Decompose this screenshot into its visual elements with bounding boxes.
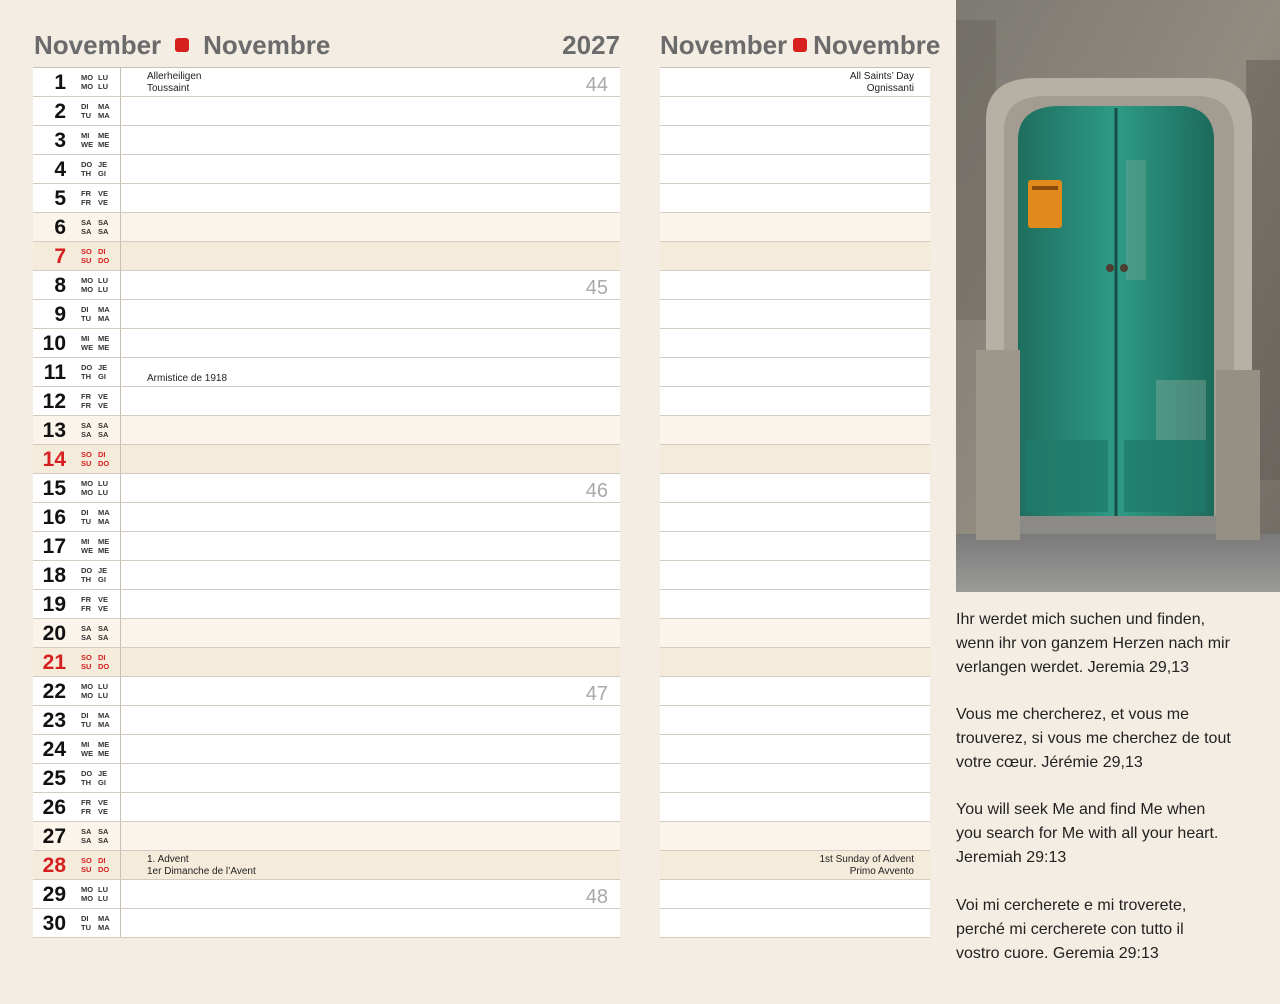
- weekday-abbr: FR VE FR VE: [81, 189, 109, 207]
- day-row-right-18[interactable]: [660, 561, 930, 590]
- day-number: 8: [54, 274, 66, 297]
- door-photo: [956, 0, 1280, 592]
- day-number: 29: [42, 883, 66, 906]
- day-number: 13: [42, 419, 66, 442]
- day-number: 23: [42, 709, 66, 732]
- day-number: 12: [42, 390, 66, 413]
- day-label: [33, 126, 121, 154]
- day-label: [33, 387, 121, 415]
- day-row-17[interactable]: [33, 532, 620, 561]
- year-title: 2027: [562, 30, 620, 60]
- day-row-25[interactable]: [33, 764, 620, 793]
- day-label: [33, 851, 121, 879]
- day-number: 3: [54, 129, 66, 152]
- day-label: [33, 793, 121, 821]
- day-row-28[interactable]: [33, 851, 620, 880]
- day-number: 24: [42, 738, 66, 761]
- holiday-label-right: All Saints’ Day Ognissanti: [849, 71, 914, 94]
- day-row-6[interactable]: [33, 213, 620, 242]
- day-row-29[interactable]: [33, 880, 620, 909]
- day-number: 11: [43, 361, 66, 384]
- day-label: [33, 474, 121, 502]
- day-row-right-7[interactable]: [660, 242, 930, 271]
- quote-1: Ihr werdet mich suchen und finden, wenn ihr von ganzem Herzen nach mir verlangen werdet. Jeremia 29,13: [956, 611, 1230, 676]
- day-number: 14: [42, 448, 66, 471]
- header-left: [34, 28, 330, 62]
- day-label: [33, 358, 121, 386]
- day-number: 18: [42, 564, 66, 587]
- day-label: [33, 242, 121, 270]
- left-day-grid: [33, 67, 620, 938]
- weekday-abbr: SO DI SU DO: [81, 856, 110, 874]
- day-label: [33, 271, 121, 299]
- weekday-abbr: MO LU MO LU: [81, 479, 108, 497]
- weekday-abbr: MI ME WE ME: [81, 537, 110, 555]
- weekday-abbr: SA SA SA SA: [81, 421, 109, 439]
- day-number: 19: [42, 593, 66, 616]
- day-row-20[interactable]: [33, 619, 620, 648]
- weekday-abbr: DO JE TH GI: [81, 363, 108, 381]
- day-label: [33, 648, 121, 676]
- day-label: [33, 619, 121, 647]
- day-row-right-8[interactable]: [660, 271, 930, 300]
- day-row-right-6[interactable]: [660, 213, 930, 242]
- day-row-right-11[interactable]: [660, 358, 930, 387]
- day-label: [33, 300, 121, 328]
- day-number: 22: [42, 680, 66, 703]
- weekday-abbr: DI MA TU MA: [81, 711, 110, 729]
- day-number: 27: [42, 825, 66, 848]
- day-number: 20: [42, 622, 66, 645]
- day-label: [33, 329, 121, 357]
- holiday-label: Allerheiligen Toussaint: [147, 71, 202, 94]
- holiday-label-right: 1st Sunday of Advent Primo Avvento: [819, 854, 914, 877]
- day-row-right-9[interactable]: [660, 300, 930, 329]
- day-label: [33, 590, 121, 618]
- day-row-right-29[interactable]: [660, 880, 930, 909]
- day-row-11[interactable]: [33, 358, 620, 387]
- day-number: 1: [54, 71, 66, 94]
- day-number: 6: [54, 216, 66, 239]
- day-number: 16: [42, 506, 66, 529]
- weekday-abbr: MO LU MO LU: [81, 276, 108, 294]
- quote-3: You will seek Me and find Me when you search for Me with all your heart. Jeremiah 29:13: [956, 801, 1219, 866]
- weekday-abbr: DI MA TU MA: [81, 305, 110, 323]
- day-label: [33, 735, 121, 763]
- day-row-18[interactable]: [33, 561, 620, 590]
- weekday-abbr: MO LU MO LU: [81, 682, 108, 700]
- week-number: 44: [585, 74, 608, 96]
- day-number: 15: [42, 477, 66, 500]
- weekday-abbr: MI ME WE ME: [81, 131, 110, 149]
- day-number: 9: [54, 303, 66, 326]
- day-label: [33, 822, 121, 850]
- day-number: 17: [42, 535, 66, 558]
- holiday-label: 1. Advent 1er Dimanche de l’Avent: [147, 854, 256, 877]
- day-row-right-25[interactable]: [660, 764, 930, 793]
- day-number: 25: [42, 767, 66, 790]
- day-number: 10: [42, 332, 66, 355]
- day-label: [33, 909, 121, 937]
- day-row-8[interactable]: [33, 271, 620, 300]
- day-row-21[interactable]: [33, 648, 620, 677]
- weekday-abbr: DO JE TH GI: [81, 566, 108, 584]
- day-row-right-22[interactable]: [660, 677, 930, 706]
- day-row-right-14[interactable]: [660, 445, 930, 474]
- day-number: 26: [42, 796, 66, 819]
- day-row-7[interactable]: [33, 242, 620, 271]
- day-row-12[interactable]: [33, 387, 620, 416]
- month-title-fr: Novembre: [203, 29, 331, 60]
- day-row-right-17[interactable]: [660, 532, 930, 561]
- weekday-abbr: SA SA SA SA: [81, 827, 109, 845]
- day-label: [33, 445, 121, 473]
- day-row-right-16[interactable]: [660, 503, 930, 532]
- quote-4: Voi mi cercherete e mi troverete, perché mi cercherete con tutto il vostro cuore. Geremia 29:13: [956, 897, 1187, 962]
- month-title-it: Novembre: [813, 29, 941, 60]
- day-row-2[interactable]: [33, 97, 620, 126]
- day-row-16[interactable]: [33, 503, 620, 532]
- weekday-abbr: MI ME WE ME: [81, 334, 110, 352]
- day-row-22[interactable]: [33, 677, 620, 706]
- day-row-right-19[interactable]: [660, 590, 930, 619]
- weekday-abbr: MO LU MO LU: [81, 73, 108, 91]
- day-label: [33, 68, 121, 96]
- weekday-abbr: FR VE FR VE: [81, 798, 109, 816]
- day-number: 30: [42, 912, 66, 935]
- day-row-10[interactable]: [33, 329, 620, 358]
- weekday-abbr: MI ME WE ME: [81, 740, 110, 758]
- day-label: [33, 213, 121, 241]
- week-number: 47: [585, 683, 608, 705]
- day-row-right-15[interactable]: [660, 474, 930, 503]
- weekday-abbr: MO LU MO LU: [81, 885, 108, 903]
- day-label: [33, 880, 121, 908]
- day-number: 28: [42, 854, 66, 877]
- quote-2: Vous me chercherez, et vous me trouverez, si vous me cherchez de tout votre cœur. Jérémie 29,13: [956, 706, 1231, 771]
- day-row-30[interactable]: [33, 909, 620, 938]
- weekday-abbr: DI MA TU MA: [81, 508, 110, 526]
- day-label: [33, 764, 121, 792]
- day-row-right-2[interactable]: [660, 97, 930, 126]
- day-row-right-23[interactable]: [660, 706, 930, 735]
- month-title-de: November: [34, 29, 162, 60]
- day-number: 21: [42, 651, 66, 674]
- day-row-3[interactable]: [33, 126, 620, 155]
- day-row-right-3[interactable]: [660, 126, 930, 155]
- day-number: 7: [54, 245, 66, 268]
- day-row-right-24[interactable]: [660, 735, 930, 764]
- red-square-icon: [175, 38, 189, 52]
- day-label: [33, 184, 121, 212]
- weekday-abbr: SA SA SA SA: [81, 624, 109, 642]
- red-square-icon: [793, 38, 807, 52]
- day-label: [33, 155, 121, 183]
- day-row-right-30[interactable]: [660, 909, 930, 938]
- day-row-right-1[interactable]: [660, 68, 930, 97]
- right-day-grid: [660, 67, 930, 938]
- month-title-en: November: [660, 29, 788, 60]
- day-row-right-5[interactable]: [660, 184, 930, 213]
- day-row-right-13[interactable]: [660, 416, 930, 445]
- week-number: 46: [585, 480, 608, 502]
- day-number: 2: [54, 100, 66, 123]
- day-label: [33, 503, 121, 531]
- day-row-right-27[interactable]: [660, 822, 930, 851]
- day-row-right-20[interactable]: [660, 619, 930, 648]
- day-number: 4: [54, 158, 66, 181]
- weekday-abbr: DO JE TH GI: [81, 160, 108, 178]
- day-row-5[interactable]: [33, 184, 620, 213]
- holiday-label: Armistice de 1918: [147, 373, 228, 384]
- day-row-27[interactable]: [33, 822, 620, 851]
- weekday-abbr: SO DI SU DO: [81, 450, 110, 468]
- day-label: [33, 532, 121, 560]
- day-label: [33, 677, 121, 705]
- day-row-1[interactable]: [33, 68, 620, 97]
- day-row-right-10[interactable]: [660, 329, 930, 358]
- day-row-right-4[interactable]: [660, 155, 930, 184]
- day-row-19[interactable]: [33, 590, 620, 619]
- weekday-abbr: DO JE TH GI: [81, 769, 108, 787]
- green-door-image: [956, 0, 1280, 592]
- weekday-abbr: SA SA SA SA: [81, 218, 109, 236]
- day-label: [33, 706, 121, 734]
- day-row-right-26[interactable]: [660, 793, 930, 822]
- day-row-right-12[interactable]: [660, 387, 930, 416]
- day-row-right-21[interactable]: [660, 648, 930, 677]
- day-number: 5: [54, 187, 66, 210]
- day-label: [33, 97, 121, 125]
- weekday-abbr: SO DI SU DO: [81, 653, 110, 671]
- weekday-abbr: SO DI SU DO: [81, 247, 110, 265]
- day-row-14[interactable]: [33, 445, 620, 474]
- day-row-right-28[interactable]: [660, 851, 930, 880]
- week-number: 48: [585, 886, 608, 908]
- day-row-13[interactable]: [33, 416, 620, 445]
- day-row-24[interactable]: [33, 735, 620, 764]
- weekday-abbr: FR VE FR VE: [81, 595, 109, 613]
- weekday-abbr: DI MA TU MA: [81, 102, 110, 120]
- weekday-abbr: DI MA TU MA: [81, 914, 110, 932]
- day-label: [33, 416, 121, 444]
- day-row-9[interactable]: [33, 300, 620, 329]
- day-row-26[interactable]: [33, 793, 620, 822]
- day-row-15[interactable]: [33, 474, 620, 503]
- weekday-abbr: FR VE FR VE: [81, 392, 109, 410]
- header-right: [660, 28, 940, 62]
- day-label: [33, 561, 121, 589]
- week-number: 45: [585, 277, 608, 299]
- day-row-4[interactable]: [33, 155, 620, 184]
- day-row-23[interactable]: [33, 706, 620, 735]
